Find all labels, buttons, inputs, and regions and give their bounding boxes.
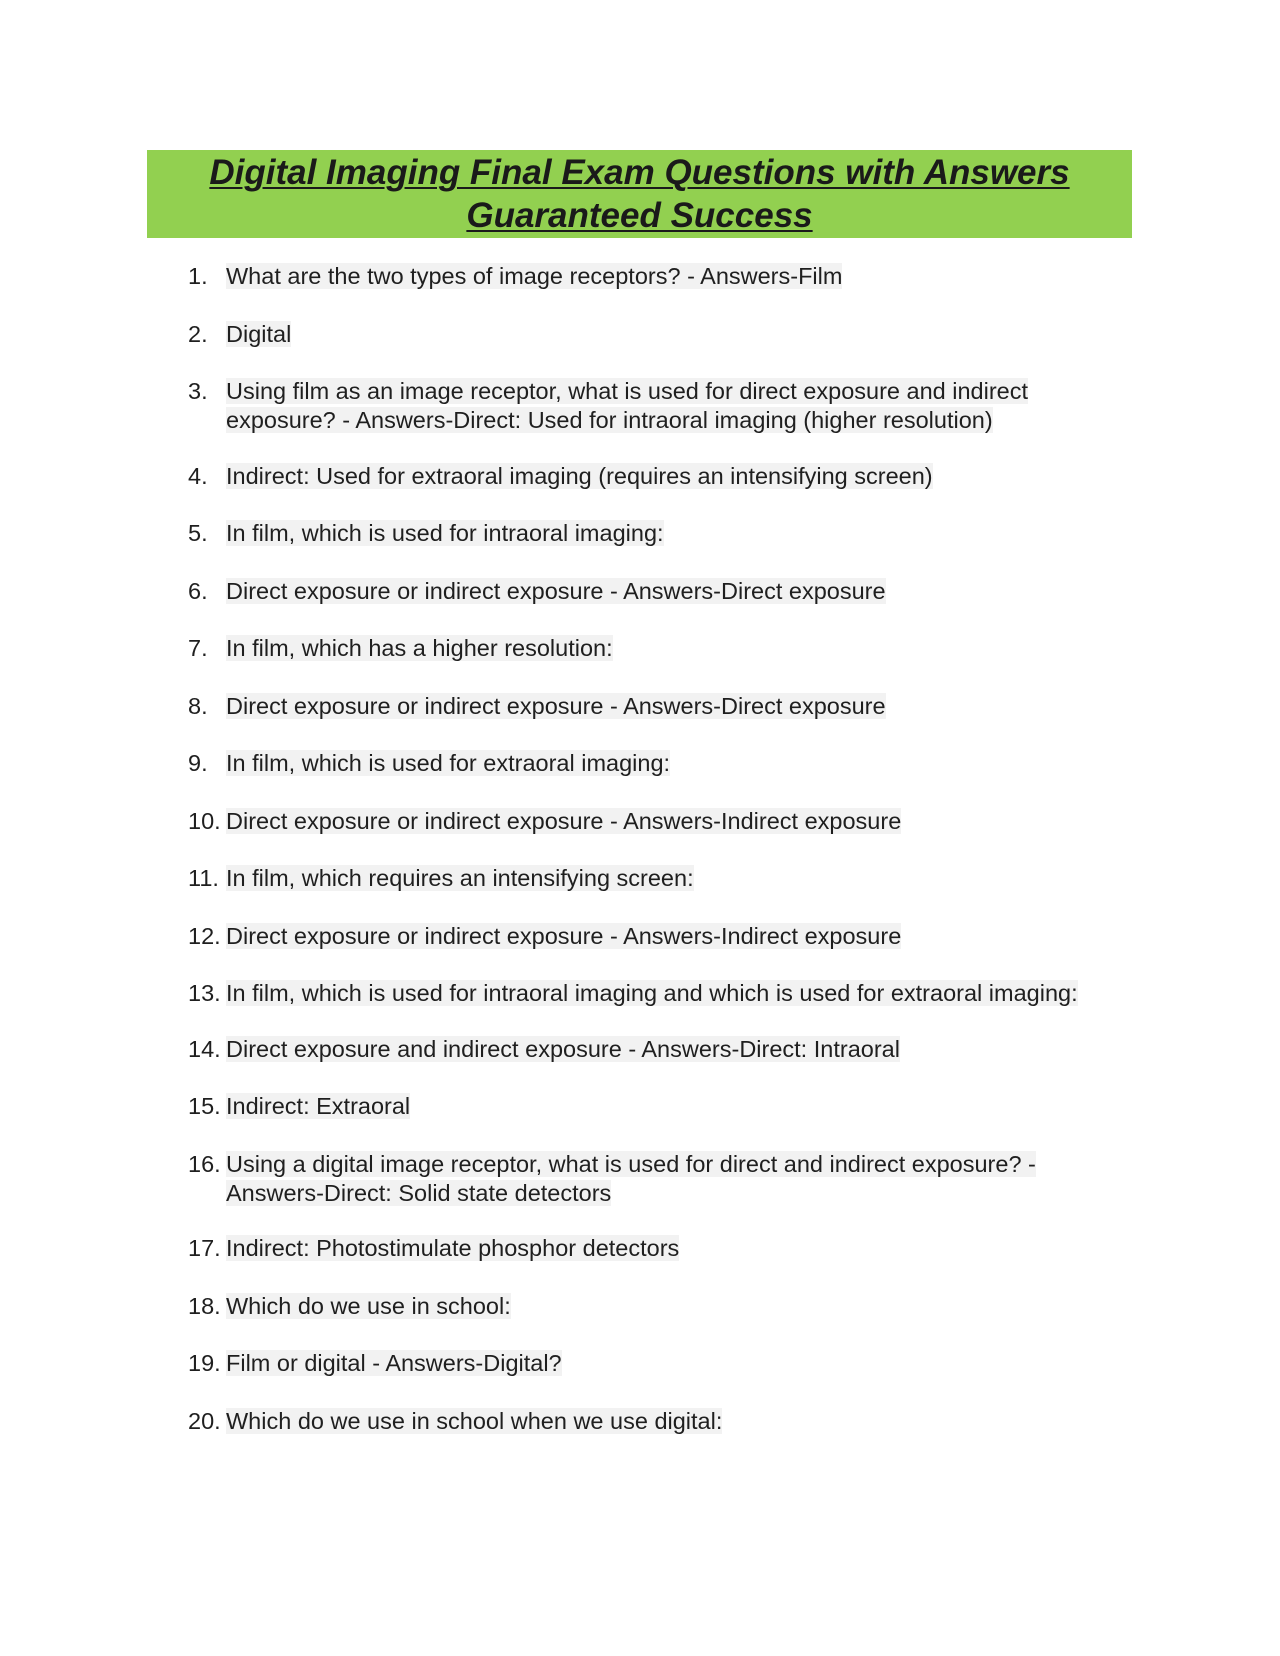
item-number: 14.: [188, 1035, 221, 1062]
item-text: In film, which is used for intraoral imaging and which is used for extraoral imaging:: [226, 980, 1078, 1006]
item-text: Using film as an image receptor, what is used for direct exposure and indirect exposure? - Answers-Direct: Used for intraoral imaging (higher resolution): [226, 378, 1029, 433]
item-text: In film, which has a higher resolution:: [226, 635, 613, 661]
item-number: 11.: [188, 865, 219, 891]
item-text: What are the two types of image receptors? - Answers-Film: [226, 263, 843, 289]
item-number: 4.: [188, 462, 208, 489]
item-number: 10.: [188, 807, 221, 834]
item-number: 6.: [188, 577, 208, 604]
item-text: Direct exposure or indirect exposure - Answers-Indirect exposure: [226, 922, 902, 949]
list-item: [182, 519, 1112, 548]
list-item: [182, 1234, 1112, 1263]
item-number: 15.: [188, 1093, 221, 1119]
list-item: [182, 692, 1112, 721]
list-item: [182, 262, 1112, 291]
list-item: [182, 1349, 1112, 1378]
item-text: In film, which is used for intraoral imaging:: [226, 520, 664, 546]
item-number: 2.: [188, 320, 208, 347]
item-text: Which do we use in school when we use digital:: [226, 1407, 723, 1434]
item-number: 8.: [188, 692, 208, 719]
list-item: [182, 634, 1112, 663]
item-text: Direct exposure or indirect exposure - Answers-Indirect exposure: [226, 807, 902, 834]
document-title-line-1: Digital Imaging Final Exam Questions with Answers: [209, 153, 1070, 192]
list-item: [182, 1292, 1112, 1321]
list-item: [182, 462, 1112, 491]
item-text: Indirect: Used for extraoral imaging (requires an intensifying screen): [226, 462, 933, 489]
item-number: 13.: [188, 980, 221, 1006]
item-number: 1.: [188, 263, 208, 289]
list-item: [182, 749, 1112, 778]
item-text: Direct exposure and indirect exposure - Answers-Direct: Intraoral: [226, 1035, 900, 1062]
list-item: [182, 807, 1112, 836]
item-number: 20.: [188, 1407, 221, 1434]
item-text: Which do we use in school:: [226, 1292, 511, 1319]
item-number: 18.: [188, 1292, 221, 1319]
list-item: [182, 922, 1112, 951]
item-text: Direct exposure or indirect exposure - Answers-Direct exposure: [226, 577, 886, 604]
title-banner: [147, 150, 1132, 238]
list-item: [182, 1035, 1112, 1064]
item-number: 5.: [188, 520, 208, 546]
list-item: [182, 1092, 1112, 1121]
item-number: 17.: [188, 1235, 221, 1261]
list-item: [182, 577, 1112, 606]
item-number: 9.: [188, 750, 208, 776]
item-number: 19.: [188, 1350, 221, 1376]
document-title-line-2: Guaranteed Success: [466, 196, 813, 235]
item-text: Indirect: Extraoral: [226, 1093, 411, 1119]
item-text: In film, which requires an intensifying screen:: [226, 865, 694, 891]
list-item: [182, 377, 1112, 435]
item-text: Direct exposure or indirect exposure - Answers-Direct exposure: [226, 692, 886, 719]
item-number: 12.: [188, 922, 221, 949]
item-text: Indirect: Photostimulate phosphor detectors: [226, 1235, 680, 1261]
list-item: [182, 979, 1112, 1008]
item-text: Film or digital - Answers-Digital?: [226, 1350, 562, 1376]
item-text: Using a digital image receptor, what is used for direct and indirect exposure? - Answers-Direct: Solid state detectors: [226, 1150, 1036, 1206]
list-item: [182, 1407, 1112, 1436]
list-item: [182, 864, 1112, 893]
item-number: 7.: [188, 635, 208, 661]
list-item: [182, 1150, 1112, 1208]
item-text: In film, which is used for extraoral imaging:: [226, 750, 671, 776]
question-list: [182, 262, 1112, 1464]
item-number: 3.: [188, 378, 208, 404]
item-text: Digital: [226, 320, 292, 347]
list-item: [182, 320, 1112, 349]
item-number: 16.: [188, 1150, 221, 1177]
